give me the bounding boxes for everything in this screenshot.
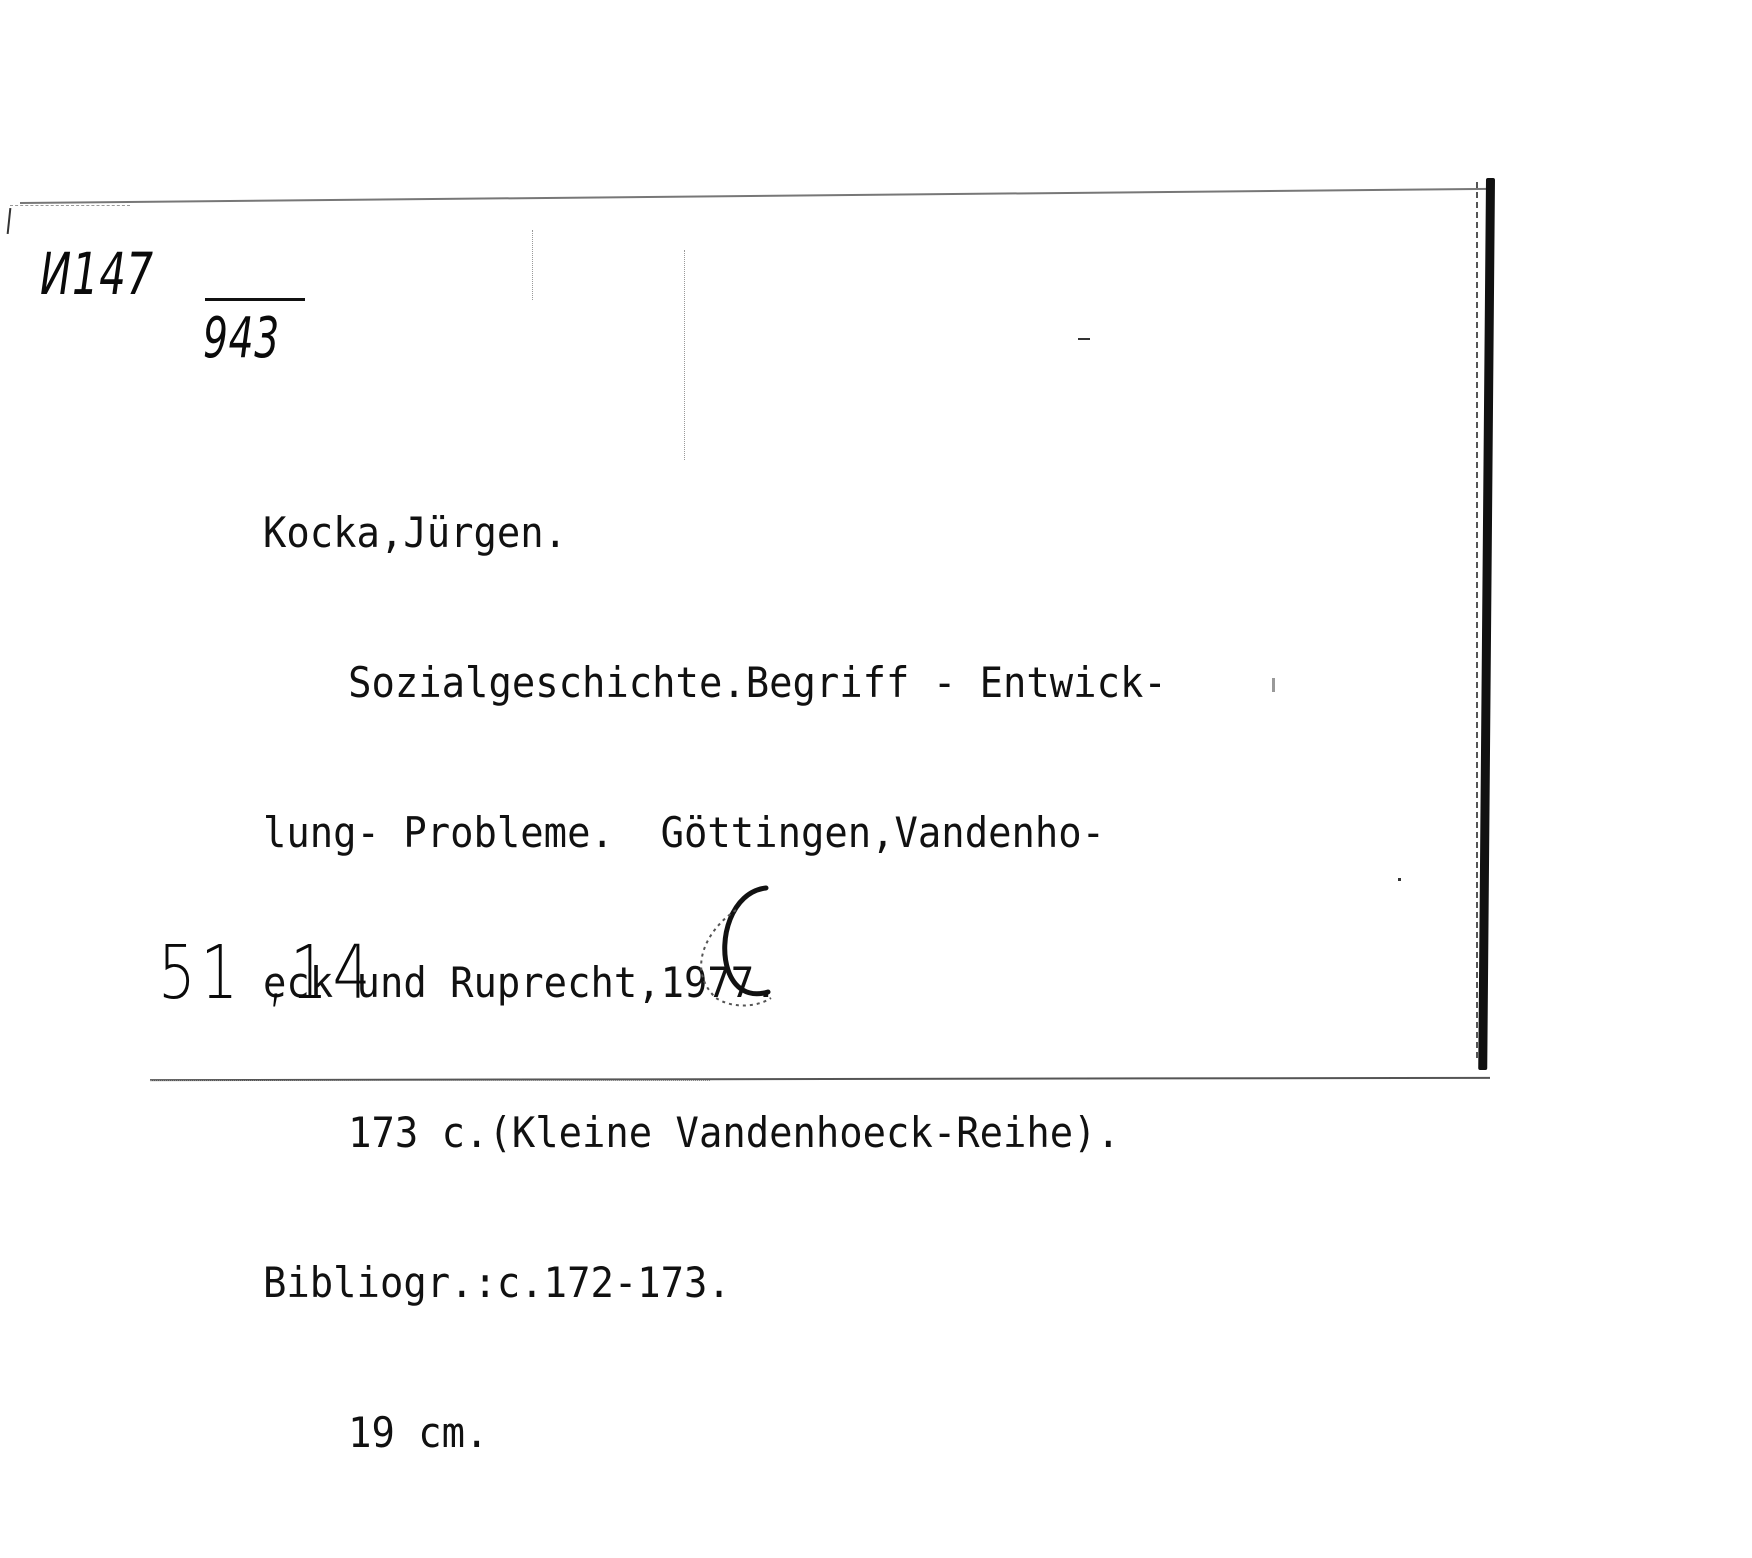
card-top-edge [20, 188, 1490, 204]
scan-speck [1272, 678, 1275, 692]
entry-line: eck und Ruprecht,1977. [263, 958, 778, 1007]
shelf-mark-denominator: 943 [203, 306, 280, 371]
scan-guide-mark [532, 230, 533, 300]
entry-heading: Kocka,Jürgen. [263, 508, 568, 557]
card-left-tick [7, 208, 12, 234]
entry-line: Sozialgeschichte.Begriff - Entwick- [348, 658, 1167, 707]
entry-line: lung- Probleme. Göttingen,Vandenho- [263, 808, 1106, 857]
entry-line: Bibliogr.:c.172-173. [263, 1258, 731, 1307]
shelf-mark-fraction-line [205, 298, 305, 301]
inventory-mark: 51 ,14 [158, 930, 376, 1016]
entry-line: 173 c.(Kleine Vandenhoeck-Reihe). [348, 1108, 1120, 1157]
card-right-inner-edge [1476, 182, 1478, 1062]
card-right-edge [1478, 178, 1495, 1070]
library-stamp-mark [676, 880, 796, 1010]
entry-line: 19 cm. [348, 1408, 489, 1457]
card-top-edge-faint [10, 205, 130, 206]
scan-speck [1398, 878, 1401, 881]
scan-speck [1078, 338, 1090, 340]
shelf-mark-number: И147 [40, 240, 154, 308]
